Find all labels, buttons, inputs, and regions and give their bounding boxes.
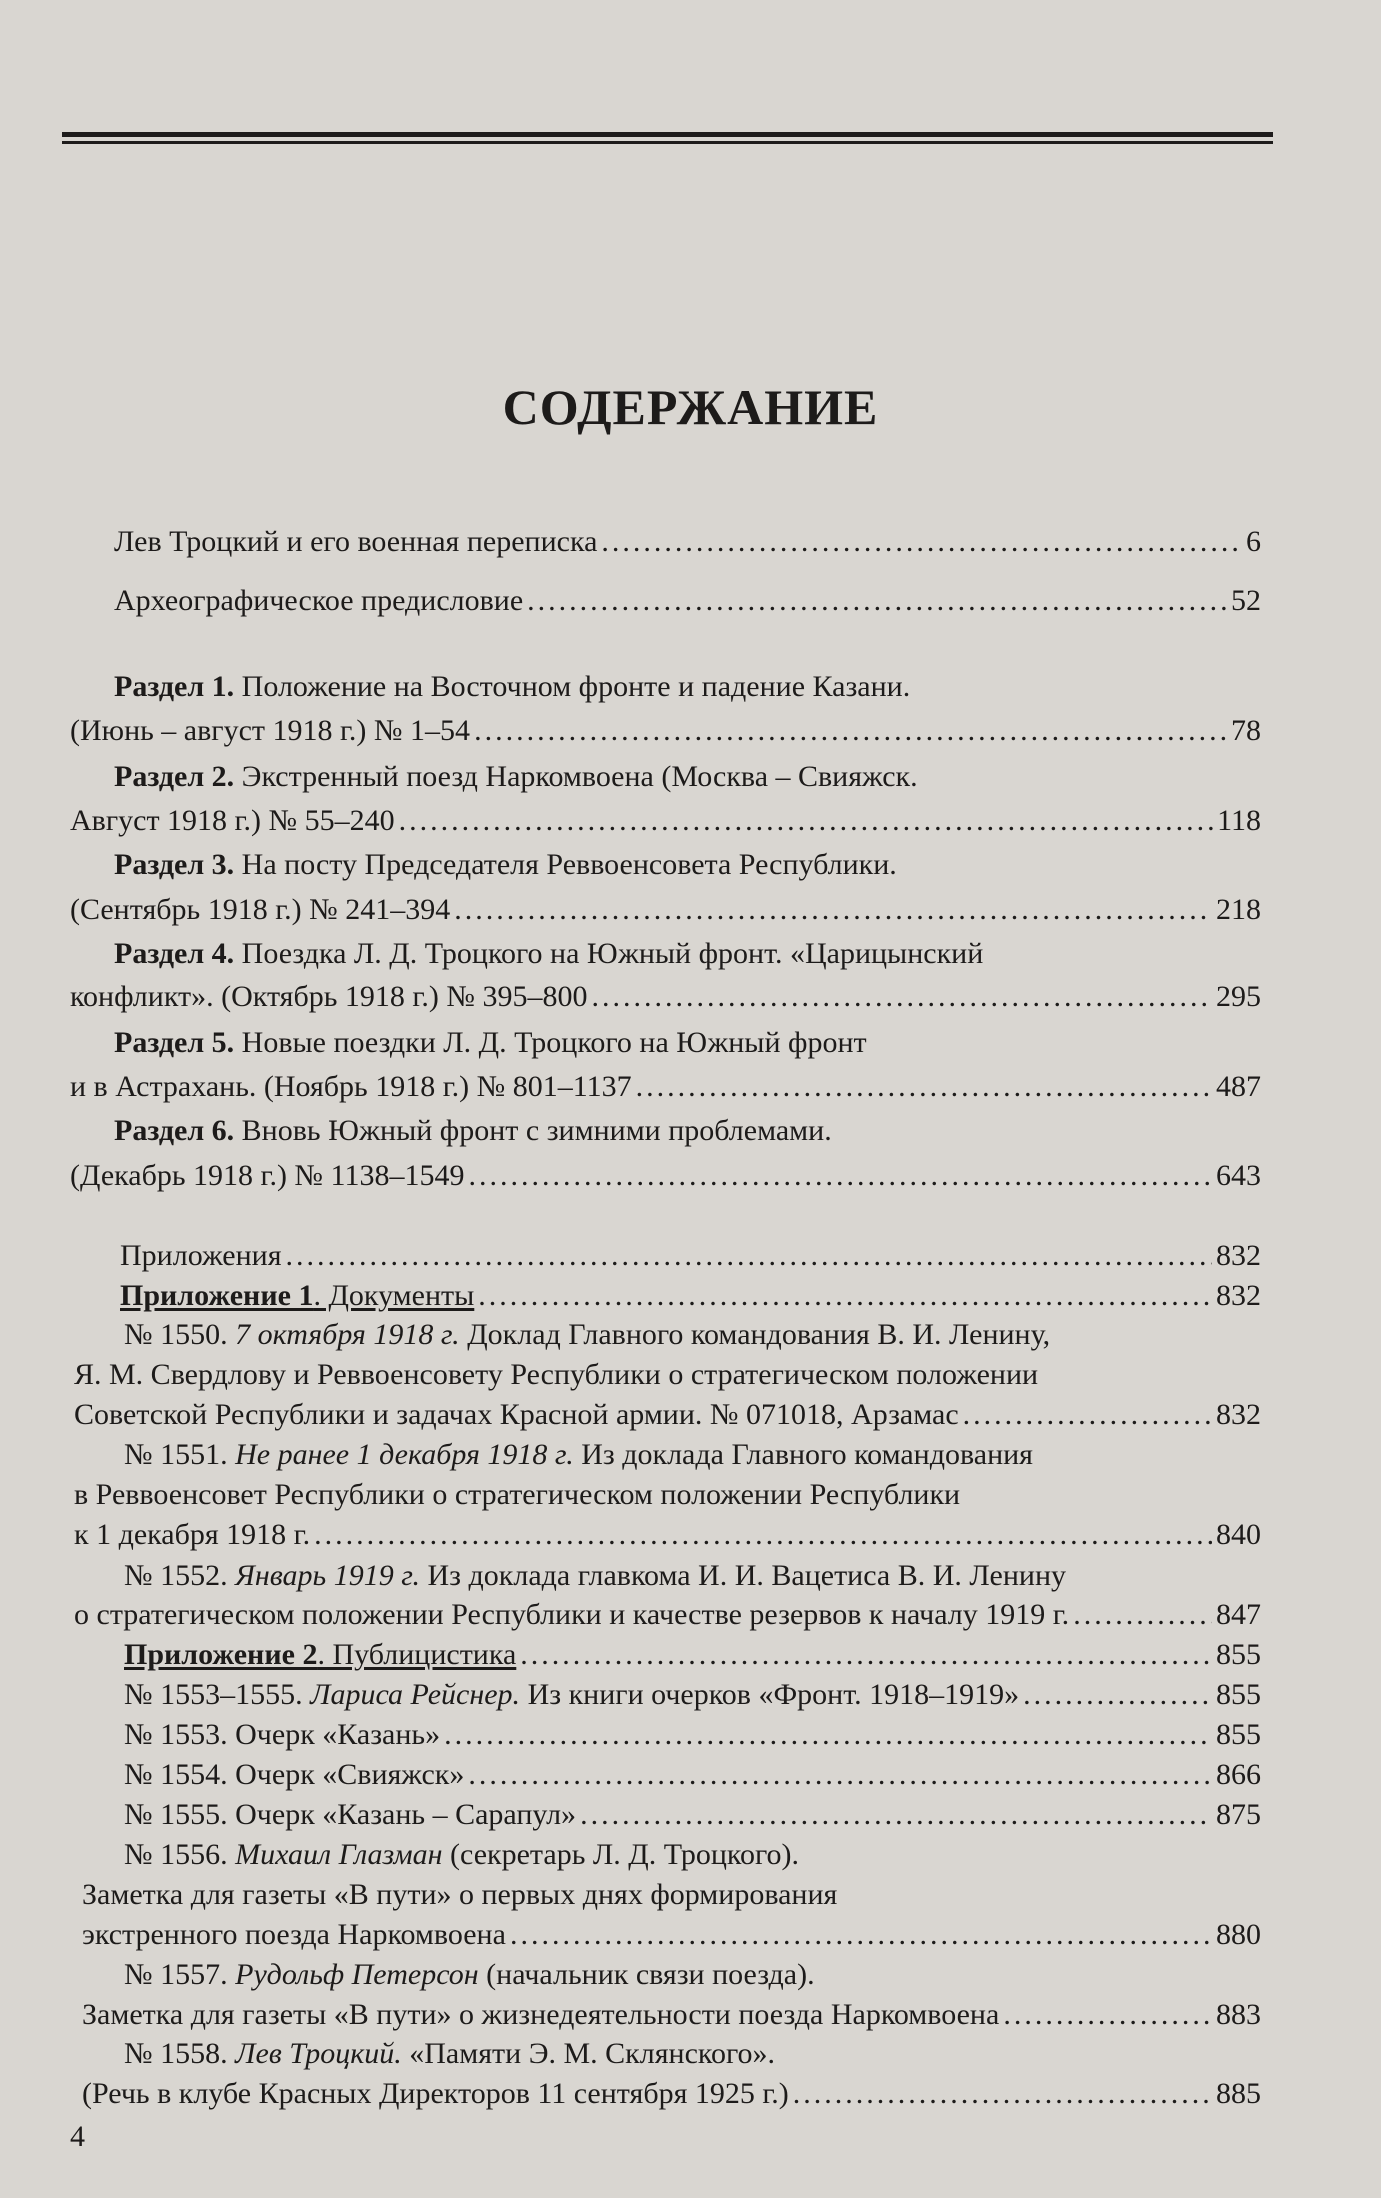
doc-title-end: о стратегическом положении Республики и качестве резервов к началу 1919 г.	[74, 1598, 1070, 1631]
doc-number: № 1558.	[124, 2037, 228, 2070]
section-label: Раздел 4.	[114, 937, 235, 970]
doc-author-role: (начальник связи поезда).	[486, 1958, 815, 1991]
leader-dots	[510, 1916, 1212, 1954]
toc-page-number: 866	[1216, 1758, 1261, 1791]
doc-1554[interactable]	[124, 1756, 1261, 1794]
doc-number: № 1551.	[124, 1438, 228, 1471]
header-rule	[62, 132, 1273, 148]
section-label: Раздел 1.	[114, 670, 235, 703]
toc-page-number: 218	[1216, 893, 1261, 926]
toc-page-number: 78	[1231, 714, 1261, 747]
toc-entry-appendix-2[interactable]	[124, 1636, 1261, 1674]
doc-title: Из доклада Главного командования	[581, 1438, 1033, 1471]
toc-page-number: 832	[1216, 1279, 1261, 1312]
doc-1550-line2: Я. М. Свердлову и Реввоенсовету Республики о стратегическом положении	[74, 1358, 1039, 1391]
doc-date: Не ранее 1 декабря 1918 г.	[235, 1438, 574, 1471]
section-3-line2[interactable]	[70, 891, 1261, 929]
doc-title-end: экстренного поезда Наркомвоена	[82, 1918, 506, 1951]
leader-dots	[793, 2075, 1212, 2113]
section-title: Поездка Л. Д. Троцкого на Южный фронт. «Царицынский	[241, 937, 984, 970]
section-4-line1[interactable]	[114, 935, 983, 973]
section-6-line1[interactable]	[114, 1112, 832, 1150]
section-label: Раздел 5.	[114, 1026, 235, 1059]
doc-1553-1555[interactable]	[124, 1676, 1261, 1714]
doc-number: № 1550.	[124, 1318, 228, 1351]
toc-page-number: 6	[1246, 525, 1261, 558]
doc-author: Лариса Рейснер.	[310, 1678, 521, 1711]
leader-dots	[286, 1237, 1213, 1275]
doc-1553[interactable]	[124, 1716, 1261, 1754]
section-range: (Сентябрь 1918 г.) № 241–394	[70, 893, 451, 926]
doc-1552-line2[interactable]	[74, 1596, 1261, 1634]
toc-page-number: 855	[1216, 1638, 1261, 1671]
doc-1550-line3[interactable]	[74, 1396, 1261, 1434]
leader-dots	[474, 712, 1227, 750]
leader-dots	[520, 1636, 1212, 1674]
appendix-title	[124, 1636, 516, 1674]
doc-title: Из книги очерков «Фронт. 1918–1919»	[527, 1678, 1020, 1711]
doc-title: Из доклада главкома И. И. Вацетиса В. И. Ленину	[427, 1559, 1067, 1592]
toc-entry-archeo[interactable]	[114, 582, 1261, 620]
doc-title: № 1555. Очерк «Казань – Сарапул»	[124, 1798, 577, 1831]
toc-entry-text: Лев Троцкий и его военная переписка	[114, 525, 598, 558]
toc-page-number: 875	[1216, 1798, 1261, 1831]
leader-dots	[963, 1396, 1212, 1434]
section-1-line1[interactable]	[114, 668, 910, 706]
doc-1558-line2[interactable]	[82, 2075, 1261, 2113]
section-4-line2[interactable]	[70, 978, 1261, 1016]
doc-1551-line3[interactable]	[74, 1516, 1261, 1554]
leader-dots	[468, 1157, 1212, 1195]
toc-entry-text: Археографическое предисловие	[114, 584, 524, 617]
leader-dots	[601, 523, 1242, 561]
section-label: Раздел 3.	[114, 848, 235, 881]
section-range: конфликт». (Октябрь 1918 г.) № 395–800	[70, 980, 588, 1013]
section-title: На посту Председателя Реввоенсовета Республики.	[241, 848, 897, 881]
doc-number: № 1557.	[124, 1958, 228, 1991]
doc-1558-line1[interactable]	[124, 2035, 775, 2073]
section-range: и в Астрахань. (Ноябрь 1918 г.) № 801–1137	[70, 1070, 632, 1103]
leader-dots	[468, 1756, 1212, 1794]
appendix-label: Приложение 1	[120, 1279, 314, 1312]
section-range: Август 1918 г.) № 55–240	[70, 804, 395, 837]
section-label: Раздел 6.	[114, 1114, 235, 1147]
doc-1555[interactable]	[124, 1796, 1261, 1834]
section-label: Раздел 2.	[114, 760, 235, 793]
leader-dots	[1073, 1596, 1212, 1634]
section-range: (Июнь – август 1918 г.) № 1–54	[70, 714, 471, 747]
section-title: Положение на Восточном фронте и падение Казани.	[241, 670, 911, 703]
doc-1556-line2: Заметка для газеты «В пути» о первых днях формирования	[82, 1878, 838, 1911]
section-6-line2[interactable]	[70, 1157, 1261, 1195]
doc-1557-line2[interactable]	[82, 1996, 1261, 2034]
doc-author: Рудольф Петерсон	[235, 1958, 479, 1991]
rule-thin	[62, 141, 1273, 144]
rule-thick	[62, 132, 1273, 137]
leader-dots	[1023, 1676, 1212, 1714]
leader-dots	[1003, 1996, 1212, 2034]
section-title: Экстренный поезд Наркомвоена (Москва – Свияжск.	[241, 760, 918, 793]
toc-page-number: 832	[1216, 1239, 1261, 1272]
section-title: Новые поездки Л. Д. Троцкого на Южный фронт	[241, 1026, 867, 1059]
toc-page-number: 118	[1217, 804, 1261, 837]
section-2-line2[interactable]	[70, 802, 1261, 840]
doc-author: Лев Троцкий.	[235, 2037, 402, 2070]
doc-title: № 1553. Очерк «Казань»	[124, 1718, 441, 1751]
appendix-title	[120, 1277, 474, 1315]
appendix-name: . Публицистика	[317, 1638, 517, 1671]
doc-1556-line3[interactable]	[82, 1916, 1261, 1954]
doc-title-end: (Речь в клубе Красных Директоров 11 сентября 1925 г.)	[82, 2077, 789, 2110]
toc-entry-appendix-1[interactable]	[120, 1277, 1261, 1315]
leader-dots	[478, 1277, 1212, 1315]
section-title: Вновь Южный фронт с зимними проблемами.	[241, 1114, 832, 1147]
doc-title: № 1554. Очерк «Свияжск»	[124, 1758, 465, 1791]
leader-dots	[399, 802, 1214, 840]
leader-dots	[314, 1516, 1212, 1554]
toc-page-number: 885	[1216, 2077, 1261, 2110]
toc-page-number: 643	[1216, 1159, 1261, 1192]
doc-1557-line1[interactable]	[124, 1956, 815, 1994]
doc-1551-line2: в Реввоенсовет Республики о стратегическом положении Республики	[74, 1478, 961, 1511]
doc-number: № 1552.	[124, 1559, 228, 1592]
section-5-line2[interactable]	[70, 1068, 1261, 1106]
leader-dots	[636, 1068, 1212, 1106]
section-2-line1[interactable]	[114, 758, 918, 796]
toc-page-number: 487	[1216, 1070, 1261, 1103]
section-5-line1[interactable]	[114, 1024, 867, 1062]
doc-title-end: Заметка для газеты «В пути» о жизнедеятельности поезда Наркомвоена	[82, 1998, 1000, 2031]
toc-entry-text: Приложения	[120, 1239, 282, 1272]
toc-page-number: 840	[1216, 1518, 1261, 1551]
toc-entry-intro[interactable]	[114, 523, 1261, 561]
doc-author-role: (секретарь Л. Д. Троцкого).	[450, 1838, 800, 1871]
doc-1552-line1[interactable]	[124, 1557, 1066, 1595]
doc-number: № 1553–1555.	[124, 1678, 303, 1711]
section-3-line1[interactable]	[114, 846, 897, 884]
toc-page-number: 832	[1216, 1398, 1261, 1431]
leader-dots	[591, 978, 1212, 1016]
toc-page-number: 855	[1216, 1718, 1261, 1751]
section-range: (Декабрь 1918 г.) № 1138–1549	[70, 1159, 465, 1192]
doc-title: Доклад Главного командования В. И. Ленину,	[467, 1318, 1051, 1351]
doc-1556-line1[interactable]	[124, 1836, 799, 1874]
appendix-label: Приложение 2	[124, 1638, 318, 1671]
toc-entry-appendices[interactable]	[120, 1237, 1261, 1275]
doc-title-end: Советской Республики и задачах Красной армии. № 071018, Арзамас	[74, 1398, 959, 1431]
toc-page-number: 52	[1231, 584, 1261, 617]
toc-page-number: 847	[1216, 1598, 1261, 1631]
toc-page-number: 880	[1216, 1918, 1261, 1951]
page-title: СОДЕРЖАНИЕ	[502, 379, 879, 435]
section-1-line2[interactable]	[70, 712, 1261, 750]
toc-page-number: 295	[1216, 980, 1261, 1013]
doc-1550-line1[interactable]	[124, 1316, 1050, 1354]
leader-dots	[454, 891, 1212, 929]
leader-dots	[527, 582, 1227, 620]
page-number: 4	[70, 2120, 85, 2153]
toc-page-number: 855	[1216, 1678, 1261, 1711]
doc-1551-line1[interactable]	[124, 1436, 1033, 1474]
doc-number: № 1556.	[124, 1838, 228, 1871]
doc-date: 7 октября 1918 г.	[235, 1318, 460, 1351]
doc-heading	[124, 1676, 1019, 1714]
doc-title: «Памяти Э. М. Склянского».	[409, 2037, 776, 2070]
leader-dots	[444, 1716, 1212, 1754]
doc-author: Михаил Глазман	[235, 1838, 443, 1871]
leader-dots	[580, 1796, 1212, 1834]
doc-title-end: к 1 декабря 1918 г.	[74, 1518, 311, 1551]
appendix-name: . Документы	[313, 1279, 475, 1312]
toc-page-number: 883	[1216, 1998, 1261, 2031]
doc-date: Январь 1919 г.	[235, 1559, 421, 1592]
